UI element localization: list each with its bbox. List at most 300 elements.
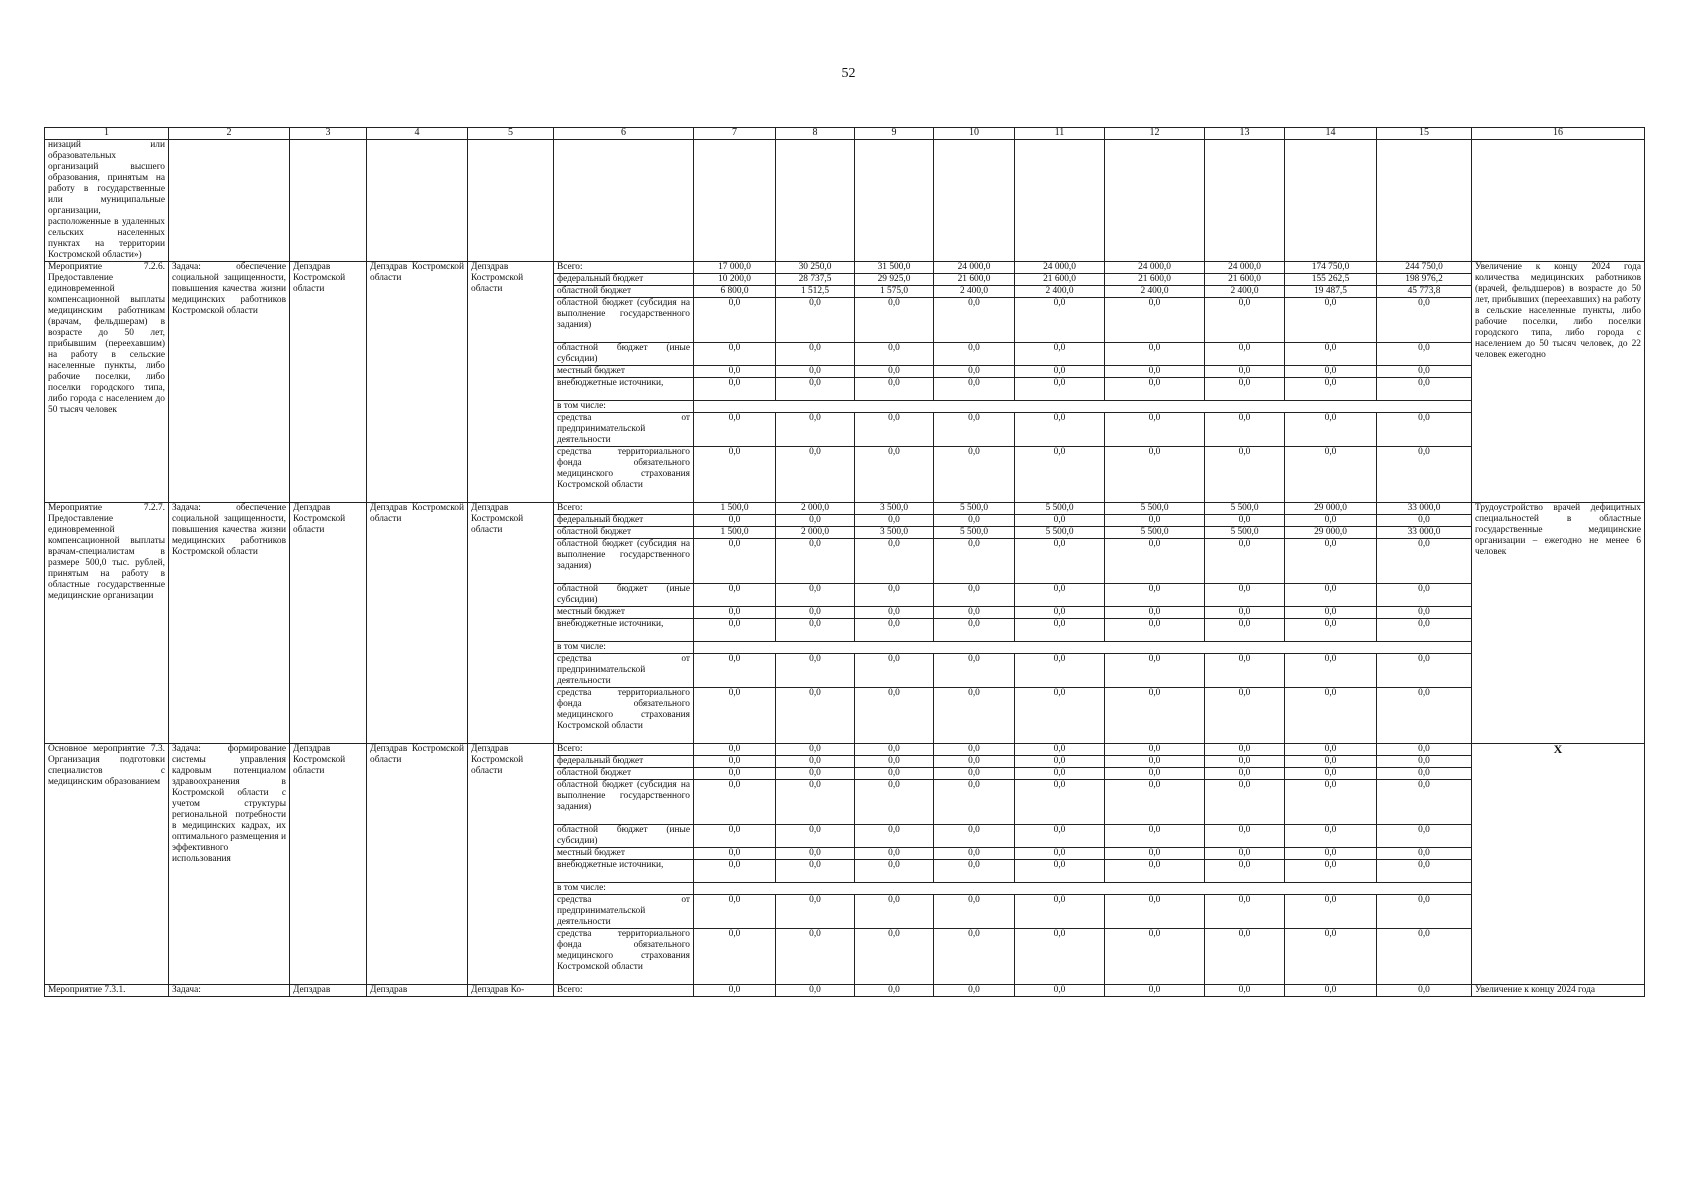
value-cell: 6 800,0 bbox=[694, 286, 776, 298]
value-cell: 0,0 bbox=[776, 744, 855, 756]
event-cell: Основное мероприятие 7.3. Организация подготовки специалистов с медицинским образованием bbox=[45, 744, 169, 985]
value-cell: 0,0 bbox=[934, 619, 1015, 642]
value-cell: 0,0 bbox=[934, 515, 1015, 527]
value-cell: 0,0 bbox=[694, 539, 776, 584]
empty-cell bbox=[1377, 140, 1472, 262]
value-cell: 0,0 bbox=[776, 825, 855, 848]
value-cell: 174 750,0 bbox=[1285, 262, 1377, 274]
value-cell: 0,0 bbox=[1105, 654, 1205, 688]
value-cell: 0,0 bbox=[776, 768, 855, 780]
task-cell: Задача: формирование системы управления кадровым потенциалом здравоохранения в Костромской области с учетом структуры региональной потребности в медицинских кадрах, их оптимального размещения и эффективного использования bbox=[169, 744, 290, 985]
empty-cell bbox=[1285, 140, 1377, 262]
value-cell: 0,0 bbox=[1285, 985, 1377, 997]
value-cell: 0,0 bbox=[1377, 929, 1472, 985]
value-cell: 0,0 bbox=[1285, 343, 1377, 366]
column-header: 2 bbox=[169, 128, 290, 140]
value-cell: 0,0 bbox=[1105, 744, 1205, 756]
coexecutor-cell: Депздрав bbox=[367, 985, 468, 997]
value-cell: 0,0 bbox=[1377, 768, 1472, 780]
value-cell: 0,0 bbox=[776, 654, 855, 688]
value-cell: 3 500,0 bbox=[855, 503, 934, 515]
value-cell: 0,0 bbox=[855, 768, 934, 780]
value-cell: 5 500,0 bbox=[1105, 527, 1205, 539]
table-row bbox=[45, 744, 1645, 756]
value-cell: 0,0 bbox=[1015, 985, 1105, 997]
value-cell: 0,0 bbox=[776, 688, 855, 744]
value-cell: 0,0 bbox=[694, 607, 776, 619]
source-label: средства от предпринимательской деятельности bbox=[554, 413, 694, 447]
value-cell: 0,0 bbox=[934, 825, 1015, 848]
value-cell: 0,0 bbox=[1205, 539, 1285, 584]
value-cell: 0,0 bbox=[1105, 539, 1205, 584]
value-cell: 0,0 bbox=[1285, 756, 1377, 768]
event-cell: Мероприятие 7.2.6. Предоставление единовременной компенсационной выплаты медицинским работникам (врачам, фельдшерам) в возрасте до 50 лет, прибывшим (переехавшим) на работу в сельские населенные пункты, либо рабочие поселки, либо поселки городского типа, либо города с населением до 50 тысяч человек bbox=[45, 262, 169, 503]
budget-table bbox=[44, 127, 1645, 997]
event-cell: Мероприятие 7.2.7. Предоставление единовременной компенсационной выплаты врачам-специалистам в размере 500,0 тыс. рублей, принятым на работу в областные государственные медицинские организации bbox=[45, 503, 169, 744]
value-cell: 0,0 bbox=[934, 343, 1015, 366]
task-cell: Задача: обеспечение социальной защищенности, повышения качества жизни медицинских работников Костромской области bbox=[169, 262, 290, 503]
value-cell: 2 000,0 bbox=[776, 527, 855, 539]
value-cell: 0,0 bbox=[1105, 366, 1205, 378]
executor-cell: Депздрав Костромской области bbox=[290, 262, 367, 503]
empty-cell bbox=[468, 140, 554, 262]
value-cell: 0,0 bbox=[1105, 378, 1205, 401]
value-cell: 0,0 bbox=[855, 366, 934, 378]
value-cell: 0,0 bbox=[1285, 929, 1377, 985]
value-cell: 24 000,0 bbox=[934, 262, 1015, 274]
value-cell: 0,0 bbox=[1285, 654, 1377, 688]
value-cell: 0,0 bbox=[694, 515, 776, 527]
value-cell: 0,0 bbox=[934, 413, 1015, 447]
value-cell: 0,0 bbox=[694, 744, 776, 756]
source-label: областной бюджет (субсидия на выполнение государственного задания) bbox=[554, 298, 694, 343]
source-label: внебюджетные источники, bbox=[554, 378, 694, 401]
value-cell: 0,0 bbox=[855, 895, 934, 929]
value-cell: 2 400,0 bbox=[1105, 286, 1205, 298]
value-cell: 0,0 bbox=[1105, 848, 1205, 860]
value-cell: 1 500,0 bbox=[694, 527, 776, 539]
value-cell: 5 500,0 bbox=[1205, 503, 1285, 515]
value-cell: 0,0 bbox=[694, 688, 776, 744]
value-cell: 0,0 bbox=[1377, 654, 1472, 688]
value-cell: 19 487,5 bbox=[1285, 286, 1377, 298]
value-cell: 0,0 bbox=[1205, 447, 1285, 503]
task-cell: Задача: bbox=[169, 985, 290, 997]
continuation-row bbox=[45, 140, 1645, 262]
value-cell: 0,0 bbox=[1285, 860, 1377, 883]
value-cell: 0,0 bbox=[694, 929, 776, 985]
value-cell: 0,0 bbox=[1205, 825, 1285, 848]
value-cell: 0,0 bbox=[776, 413, 855, 447]
value-cell: 0,0 bbox=[1377, 825, 1472, 848]
column-header: 16 bbox=[1472, 128, 1645, 140]
result-cell: Увеличение к концу 2024 года bbox=[1472, 985, 1645, 997]
value-cell: 244 750,0 bbox=[1377, 262, 1472, 274]
value-cell: 0,0 bbox=[1015, 654, 1105, 688]
value-cell: 0,0 bbox=[694, 780, 776, 825]
column-header: 4 bbox=[367, 128, 468, 140]
value-cell: 0,0 bbox=[934, 780, 1015, 825]
table-row bbox=[45, 503, 1645, 515]
source-label: Всего: bbox=[554, 503, 694, 515]
participant-cell: Депздрав Костромской области bbox=[468, 262, 554, 503]
empty-cell bbox=[776, 140, 855, 262]
value-cell: 0,0 bbox=[1015, 515, 1105, 527]
empty-cell bbox=[1205, 140, 1285, 262]
value-cell: 0,0 bbox=[1105, 985, 1205, 997]
source-label: областной бюджет bbox=[554, 768, 694, 780]
header-row bbox=[45, 128, 1645, 140]
value-cell: 0,0 bbox=[1015, 929, 1105, 985]
value-cell: 0,0 bbox=[776, 447, 855, 503]
value-cell: 0,0 bbox=[776, 848, 855, 860]
value-cell: 24 000,0 bbox=[1105, 262, 1205, 274]
value-cell: 0,0 bbox=[1205, 298, 1285, 343]
value-cell: 0,0 bbox=[1205, 413, 1285, 447]
empty-cell bbox=[169, 140, 290, 262]
value-cell: 0,0 bbox=[855, 447, 934, 503]
value-cell: 0,0 bbox=[1205, 515, 1285, 527]
value-cell: 0,0 bbox=[1205, 366, 1285, 378]
source-label: областной бюджет bbox=[554, 527, 694, 539]
value-cell: 5 500,0 bbox=[1015, 503, 1105, 515]
source-label: областной бюджет (субсидия на выполнение государственного задания) bbox=[554, 780, 694, 825]
value-cell: 1 575,0 bbox=[855, 286, 934, 298]
value-cell: 0,0 bbox=[1205, 607, 1285, 619]
value-cell: 0,0 bbox=[855, 929, 934, 985]
value-cell: 0,0 bbox=[1015, 780, 1105, 825]
value-cell: 0,0 bbox=[1377, 515, 1472, 527]
value-cell: 0,0 bbox=[855, 860, 934, 883]
value-cell: 21 600,0 bbox=[1105, 274, 1205, 286]
value-cell: 0,0 bbox=[934, 860, 1015, 883]
value-cell: 0,0 bbox=[1285, 895, 1377, 929]
value-cell: 0,0 bbox=[694, 413, 776, 447]
value-cell: 0,0 bbox=[1015, 584, 1105, 607]
value-cell: 0,0 bbox=[1205, 688, 1285, 744]
source-label: Всего: bbox=[554, 985, 694, 997]
value-cell: 0,0 bbox=[776, 780, 855, 825]
value-cell: 3 500,0 bbox=[855, 527, 934, 539]
value-cell: 0,0 bbox=[934, 654, 1015, 688]
source-label: в том числе: bbox=[554, 642, 694, 654]
table-row bbox=[45, 985, 1645, 997]
value-cell: 0,0 bbox=[1105, 756, 1205, 768]
value-cell: 198 976,2 bbox=[1377, 274, 1472, 286]
value-cell: 0,0 bbox=[1285, 744, 1377, 756]
value-cell: 0,0 bbox=[1015, 343, 1105, 366]
value-cell: 31 500,0 bbox=[855, 262, 934, 274]
value-cell: 0,0 bbox=[1377, 895, 1472, 929]
value-cell: 5 500,0 bbox=[1105, 503, 1205, 515]
value-cell: 28 737,5 bbox=[776, 274, 855, 286]
value-cell: 21 600,0 bbox=[1015, 274, 1105, 286]
event-cell: Мероприятие 7.3.1. bbox=[45, 985, 169, 997]
value-cell: 24 000,0 bbox=[1015, 262, 1105, 274]
value-cell: 0,0 bbox=[1015, 619, 1105, 642]
value-cell: 0,0 bbox=[1205, 584, 1285, 607]
coexecutor-cell: Депздрав Костромской области bbox=[367, 503, 468, 744]
source-label: областной бюджет (иные субсидии) bbox=[554, 584, 694, 607]
column-header: 3 bbox=[290, 128, 367, 140]
value-cell: 0,0 bbox=[934, 539, 1015, 584]
value-cell: 0,0 bbox=[1105, 343, 1205, 366]
value-cell: 0,0 bbox=[1377, 413, 1472, 447]
value-cell: 29 000,0 bbox=[1285, 503, 1377, 515]
column-header: 5 bbox=[468, 128, 554, 140]
value-cell: 0,0 bbox=[776, 619, 855, 642]
value-cell: 0,0 bbox=[1377, 378, 1472, 401]
participant-cell: Депздрав Ко- bbox=[468, 985, 554, 997]
value-cell: 0,0 bbox=[1377, 688, 1472, 744]
value-cell: 2 400,0 bbox=[934, 286, 1015, 298]
source-label: областной бюджет (субсидия на выполнение государственного задания) bbox=[554, 539, 694, 584]
value-cell: 0,0 bbox=[1285, 539, 1377, 584]
column-header: 14 bbox=[1285, 128, 1377, 140]
column-header: 12 bbox=[1105, 128, 1205, 140]
value-cell: 0,0 bbox=[694, 756, 776, 768]
value-cell: 0,0 bbox=[1205, 895, 1285, 929]
value-cell: 0,0 bbox=[1205, 378, 1285, 401]
value-cell: 0,0 bbox=[776, 366, 855, 378]
value-cell: 0,0 bbox=[1205, 985, 1285, 997]
value-cell: 0,0 bbox=[855, 539, 934, 584]
value-cell: 0,0 bbox=[934, 688, 1015, 744]
value-cell: 0,0 bbox=[694, 366, 776, 378]
value-cell: 21 600,0 bbox=[1205, 274, 1285, 286]
value-cell: 0,0 bbox=[1205, 860, 1285, 883]
value-cell: 0,0 bbox=[694, 343, 776, 366]
source-label: областной бюджет bbox=[554, 286, 694, 298]
value-cell: 0,0 bbox=[1285, 515, 1377, 527]
value-cell: 0,0 bbox=[1377, 860, 1472, 883]
value-cell: 0,0 bbox=[934, 929, 1015, 985]
value-cell: 0,0 bbox=[1015, 756, 1105, 768]
value-cell: 0,0 bbox=[855, 688, 934, 744]
value-cell: 0,0 bbox=[1205, 768, 1285, 780]
value-cell: 0,0 bbox=[776, 895, 855, 929]
value-cell: 0,0 bbox=[1015, 895, 1105, 929]
value-cell: 0,0 bbox=[1015, 688, 1105, 744]
value-cell: 0,0 bbox=[1015, 539, 1105, 584]
value-cell: 33 000,0 bbox=[1377, 527, 1472, 539]
value-cell: 0,0 bbox=[934, 298, 1015, 343]
column-header: 8 bbox=[776, 128, 855, 140]
value-cell: 0,0 bbox=[776, 607, 855, 619]
value-cell: 0,0 bbox=[694, 378, 776, 401]
value-cell: 0,0 bbox=[1377, 343, 1472, 366]
value-cell: 24 000,0 bbox=[1205, 262, 1285, 274]
value-cell: 0,0 bbox=[1015, 366, 1105, 378]
value-cell: 17 000,0 bbox=[694, 262, 776, 274]
value-cell: 5 500,0 bbox=[934, 527, 1015, 539]
value-cell: 0,0 bbox=[934, 768, 1015, 780]
value-cell: 0,0 bbox=[1105, 929, 1205, 985]
source-label: федеральный бюджет bbox=[554, 274, 694, 286]
value-cell: 0,0 bbox=[1377, 780, 1472, 825]
value-cell: 0,0 bbox=[1285, 447, 1377, 503]
executor-cell: Депздрав Костромской области bbox=[290, 744, 367, 985]
column-header: 13 bbox=[1205, 128, 1285, 140]
value-cell: 0,0 bbox=[1285, 825, 1377, 848]
value-cell: 0,0 bbox=[1105, 298, 1205, 343]
empty-cell bbox=[694, 401, 1472, 413]
value-cell: 0,0 bbox=[776, 756, 855, 768]
value-cell: 0,0 bbox=[1205, 654, 1285, 688]
value-cell: 0,0 bbox=[1015, 860, 1105, 883]
value-cell: 0,0 bbox=[855, 298, 934, 343]
column-header: 6 bbox=[554, 128, 694, 140]
source-label: в том числе: bbox=[554, 401, 694, 413]
value-cell: 29 000,0 bbox=[1285, 527, 1377, 539]
empty-cell bbox=[1105, 140, 1205, 262]
column-header: 9 bbox=[855, 128, 934, 140]
value-cell: 0,0 bbox=[934, 744, 1015, 756]
source-label: средства от предпринимательской деятельности bbox=[554, 654, 694, 688]
value-cell: 0,0 bbox=[1015, 825, 1105, 848]
value-cell: 1 512,5 bbox=[776, 286, 855, 298]
value-cell: 0,0 bbox=[694, 860, 776, 883]
value-cell: 0,0 bbox=[1285, 584, 1377, 607]
column-header: 7 bbox=[694, 128, 776, 140]
value-cell: 0,0 bbox=[855, 343, 934, 366]
source-label: средства территориального фонда обязательного медицинского страхования Костромской области bbox=[554, 447, 694, 503]
value-cell: 0,0 bbox=[694, 619, 776, 642]
value-cell: 1 500,0 bbox=[694, 503, 776, 515]
value-cell: 0,0 bbox=[855, 744, 934, 756]
value-cell: 2 000,0 bbox=[776, 503, 855, 515]
source-label: средства территориального фонда обязательного медицинского страхования Костромской области bbox=[554, 688, 694, 744]
empty-cell bbox=[290, 140, 367, 262]
value-cell: 0,0 bbox=[1285, 768, 1377, 780]
value-cell: 0,0 bbox=[1285, 378, 1377, 401]
column-header: 11 bbox=[1015, 128, 1105, 140]
value-cell: 0,0 bbox=[776, 298, 855, 343]
source-label: местный бюджет bbox=[554, 607, 694, 619]
value-cell: 0,0 bbox=[1377, 539, 1472, 584]
value-cell: 0,0 bbox=[1285, 607, 1377, 619]
value-cell: 0,0 bbox=[1105, 447, 1205, 503]
value-cell: 0,0 bbox=[776, 929, 855, 985]
value-cell: 0,0 bbox=[1377, 366, 1472, 378]
value-cell: 0,0 bbox=[1285, 780, 1377, 825]
value-cell: 0,0 bbox=[1105, 895, 1205, 929]
continuation-text: низаций или образовательных организаций высшего образования, принятым на работу в государственные или муниципальные организации, расположенные в удаленных сельских населенных пунктах на территории Костромской области») bbox=[45, 140, 169, 262]
value-cell: 0,0 bbox=[1105, 780, 1205, 825]
value-cell: 5 500,0 bbox=[1015, 527, 1105, 539]
participant-cell: Депздрав Костромской области bbox=[468, 744, 554, 985]
participant-cell: Депздрав Костромской области bbox=[468, 503, 554, 744]
value-cell: 0,0 bbox=[934, 895, 1015, 929]
coexecutor-cell: Депздрав Костромской области bbox=[367, 744, 468, 985]
empty-cell bbox=[855, 140, 934, 262]
value-cell: 0,0 bbox=[1105, 825, 1205, 848]
value-cell: 0,0 bbox=[934, 584, 1015, 607]
value-cell: 0,0 bbox=[1015, 413, 1105, 447]
empty-cell bbox=[694, 140, 776, 262]
value-cell: 0,0 bbox=[934, 985, 1015, 997]
value-cell: 0,0 bbox=[694, 654, 776, 688]
value-cell: 0,0 bbox=[1105, 619, 1205, 642]
value-cell: 0,0 bbox=[1105, 860, 1205, 883]
value-cell: 0,0 bbox=[1015, 607, 1105, 619]
value-cell: 0,0 bbox=[694, 825, 776, 848]
value-cell: 0,0 bbox=[1377, 619, 1472, 642]
value-cell: 0,0 bbox=[776, 584, 855, 607]
value-cell: 0,0 bbox=[1015, 848, 1105, 860]
value-cell: 2 400,0 bbox=[1205, 286, 1285, 298]
value-cell: 0,0 bbox=[934, 366, 1015, 378]
source-label: внебюджетные источники, bbox=[554, 860, 694, 883]
value-cell: 0,0 bbox=[934, 607, 1015, 619]
value-cell: 29 925,0 bbox=[855, 274, 934, 286]
value-cell: 0,0 bbox=[855, 825, 934, 848]
source-label: федеральный бюджет bbox=[554, 515, 694, 527]
value-cell: 0,0 bbox=[855, 756, 934, 768]
value-cell: 0,0 bbox=[776, 378, 855, 401]
value-cell: 0,0 bbox=[855, 780, 934, 825]
value-cell: 45 773,8 bbox=[1377, 286, 1472, 298]
source-label: областной бюджет (иные субсидии) bbox=[554, 825, 694, 848]
executor-cell: Депздрав Костромской области bbox=[290, 503, 367, 744]
value-cell: 0,0 bbox=[776, 860, 855, 883]
source-label: местный бюджет bbox=[554, 848, 694, 860]
value-cell: 30 250,0 bbox=[776, 262, 855, 274]
value-cell: 0,0 bbox=[1015, 768, 1105, 780]
value-cell: 0,0 bbox=[1377, 756, 1472, 768]
column-header: 15 bbox=[1377, 128, 1472, 140]
value-cell: 0,0 bbox=[1015, 298, 1105, 343]
source-label: областной бюджет (иные субсидии) bbox=[554, 343, 694, 366]
value-cell: 0,0 bbox=[1377, 848, 1472, 860]
value-cell: 0,0 bbox=[934, 848, 1015, 860]
value-cell: 0,0 bbox=[1105, 688, 1205, 744]
source-label: внебюджетные источники, bbox=[554, 619, 694, 642]
value-cell: 0,0 bbox=[934, 756, 1015, 768]
value-cell: 0,0 bbox=[855, 654, 934, 688]
source-label: Всего: bbox=[554, 262, 694, 274]
value-cell: 0,0 bbox=[1205, 929, 1285, 985]
empty-cell bbox=[1015, 140, 1105, 262]
value-cell: 0,0 bbox=[694, 768, 776, 780]
value-cell: 0,0 bbox=[1377, 607, 1472, 619]
result-cell: X bbox=[1472, 744, 1645, 985]
value-cell: 0,0 bbox=[934, 447, 1015, 503]
coexecutor-cell: Депздрав Костромской области bbox=[367, 262, 468, 503]
value-cell: 0,0 bbox=[1377, 447, 1472, 503]
page-number: 52 bbox=[841, 66, 856, 81]
empty-cell bbox=[934, 140, 1015, 262]
empty-cell bbox=[554, 140, 694, 262]
value-cell: 0,0 bbox=[855, 413, 934, 447]
empty-cell bbox=[367, 140, 468, 262]
value-cell: 21 600,0 bbox=[934, 274, 1015, 286]
empty-cell bbox=[694, 883, 1472, 895]
value-cell: 0,0 bbox=[1377, 584, 1472, 607]
empty-cell bbox=[1472, 140, 1645, 262]
value-cell: 0,0 bbox=[1015, 447, 1105, 503]
value-cell: 0,0 bbox=[694, 848, 776, 860]
value-cell: 0,0 bbox=[1285, 619, 1377, 642]
value-cell: 0,0 bbox=[1205, 848, 1285, 860]
value-cell: 0,0 bbox=[934, 378, 1015, 401]
value-cell: 0,0 bbox=[855, 378, 934, 401]
value-cell: 10 200,0 bbox=[694, 274, 776, 286]
empty-cell bbox=[694, 642, 1472, 654]
table-row bbox=[45, 262, 1645, 274]
source-label: Всего: bbox=[554, 744, 694, 756]
value-cell: 0,0 bbox=[855, 584, 934, 607]
